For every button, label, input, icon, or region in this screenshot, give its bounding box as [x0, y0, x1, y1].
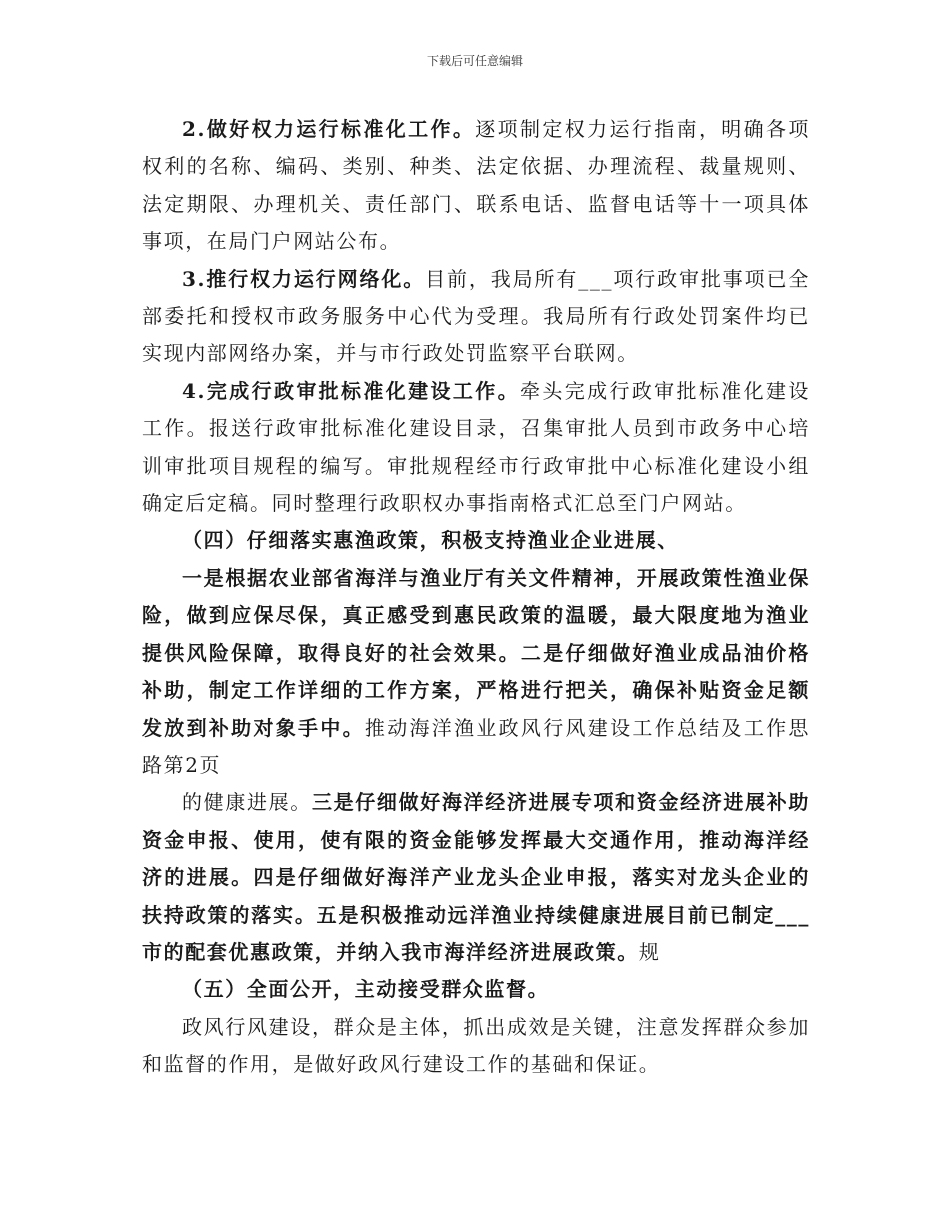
paragraph-1 — [142, 111, 810, 261]
paragraph-2-text: 目前，我局所有___项行政审批事项已全部委托和授权市政务服务中心代为受理。我局所有行政处罚案件均已实现内部网络办案，并与市行政处罚监察平台联网。 — [142, 266, 810, 366]
paragraph-3-text: 牵头完成行政审批标准化建设工作。报送行政审批标准化建设目录，召集审批人员到市政务中心培训审批项目规程的编写。审批规程经市行政审批中心标准化建设小组确定后定稿。同时整理行政职权办事指南格式汇总至门户网站。 — [142, 378, 810, 516]
paragraph-2-heading: 3.推行权力运行网络化。 — [182, 266, 426, 291]
paragraph-1-text: 逐项制定权力运行指南，明确各项权利的名称、编码、类别、种类、法定依据、办理流程、裁量规则、法定期限、办理机关、责任部门、联系电话、监督电话等十一项具体事项，在局门户网站公布。 — [142, 117, 811, 254]
paragraph-5-text: 推动海洋渔业政风行风建设工作总结及工作思路第2页 — [142, 715, 811, 777]
paragraph-6-tail: 规 — [638, 939, 661, 964]
paragraph-6-lead: 的健康进展。 — [182, 790, 312, 815]
document-body — [142, 111, 810, 1084]
paragraph-6 — [142, 784, 810, 971]
paragraph-5 — [142, 560, 810, 784]
section-heading-4: （四）仔细落实惠渔政策，积极支持渔业企业进展、 — [182, 528, 679, 553]
page-header: 下载后可任意编辑 — [426, 54, 523, 68]
paragraph-5-bold-text: 一是根据农业部省海洋与渔业厅有关文件精神，开展政策性渔业保险，做到应保尽保，真正感受到惠民政策的温暖，最大限度地为渔业提供风险保障，取得良好的社会效果。二是仔细做好渔业成品油价格补助，制定工作详细的工作方案，严格进行把关，确保补贴资金足额发放到补助对象手中。 — [142, 565, 810, 740]
paragraph-3 — [142, 373, 810, 523]
paragraph-6-bold-text: 三是仔细做好海洋经济进展专项和资金经济进展补助资金申报、使用，使有限的资金能够发挥最大交通作用，推动海洋经济的进展。四是仔细做好海洋产业龙头企业申报，落实对龙头企业的扶持政策的落实。五是积极推动远洋渔业持续健康进展目前已制定___市的配套优惠政策，并纳入我市海洋经济进展政策。 — [142, 790, 810, 964]
paragraph-3-heading: 4.完成行政审批标准化建设工作。 — [182, 378, 520, 403]
paragraph-2 — [142, 261, 810, 373]
section-heading-5: （五）全面公开，主动接受群众监督。 — [182, 977, 550, 1002]
paragraph-8: 政风行风建设，群众是主体，抓出成效是关键，注意发挥群众参加和监督的作用，是做好政风行建设工作的基础和保证。 — [142, 1014, 810, 1077]
paragraph-1-heading: 2.做好权力运行标准化工作。 — [182, 117, 476, 141]
